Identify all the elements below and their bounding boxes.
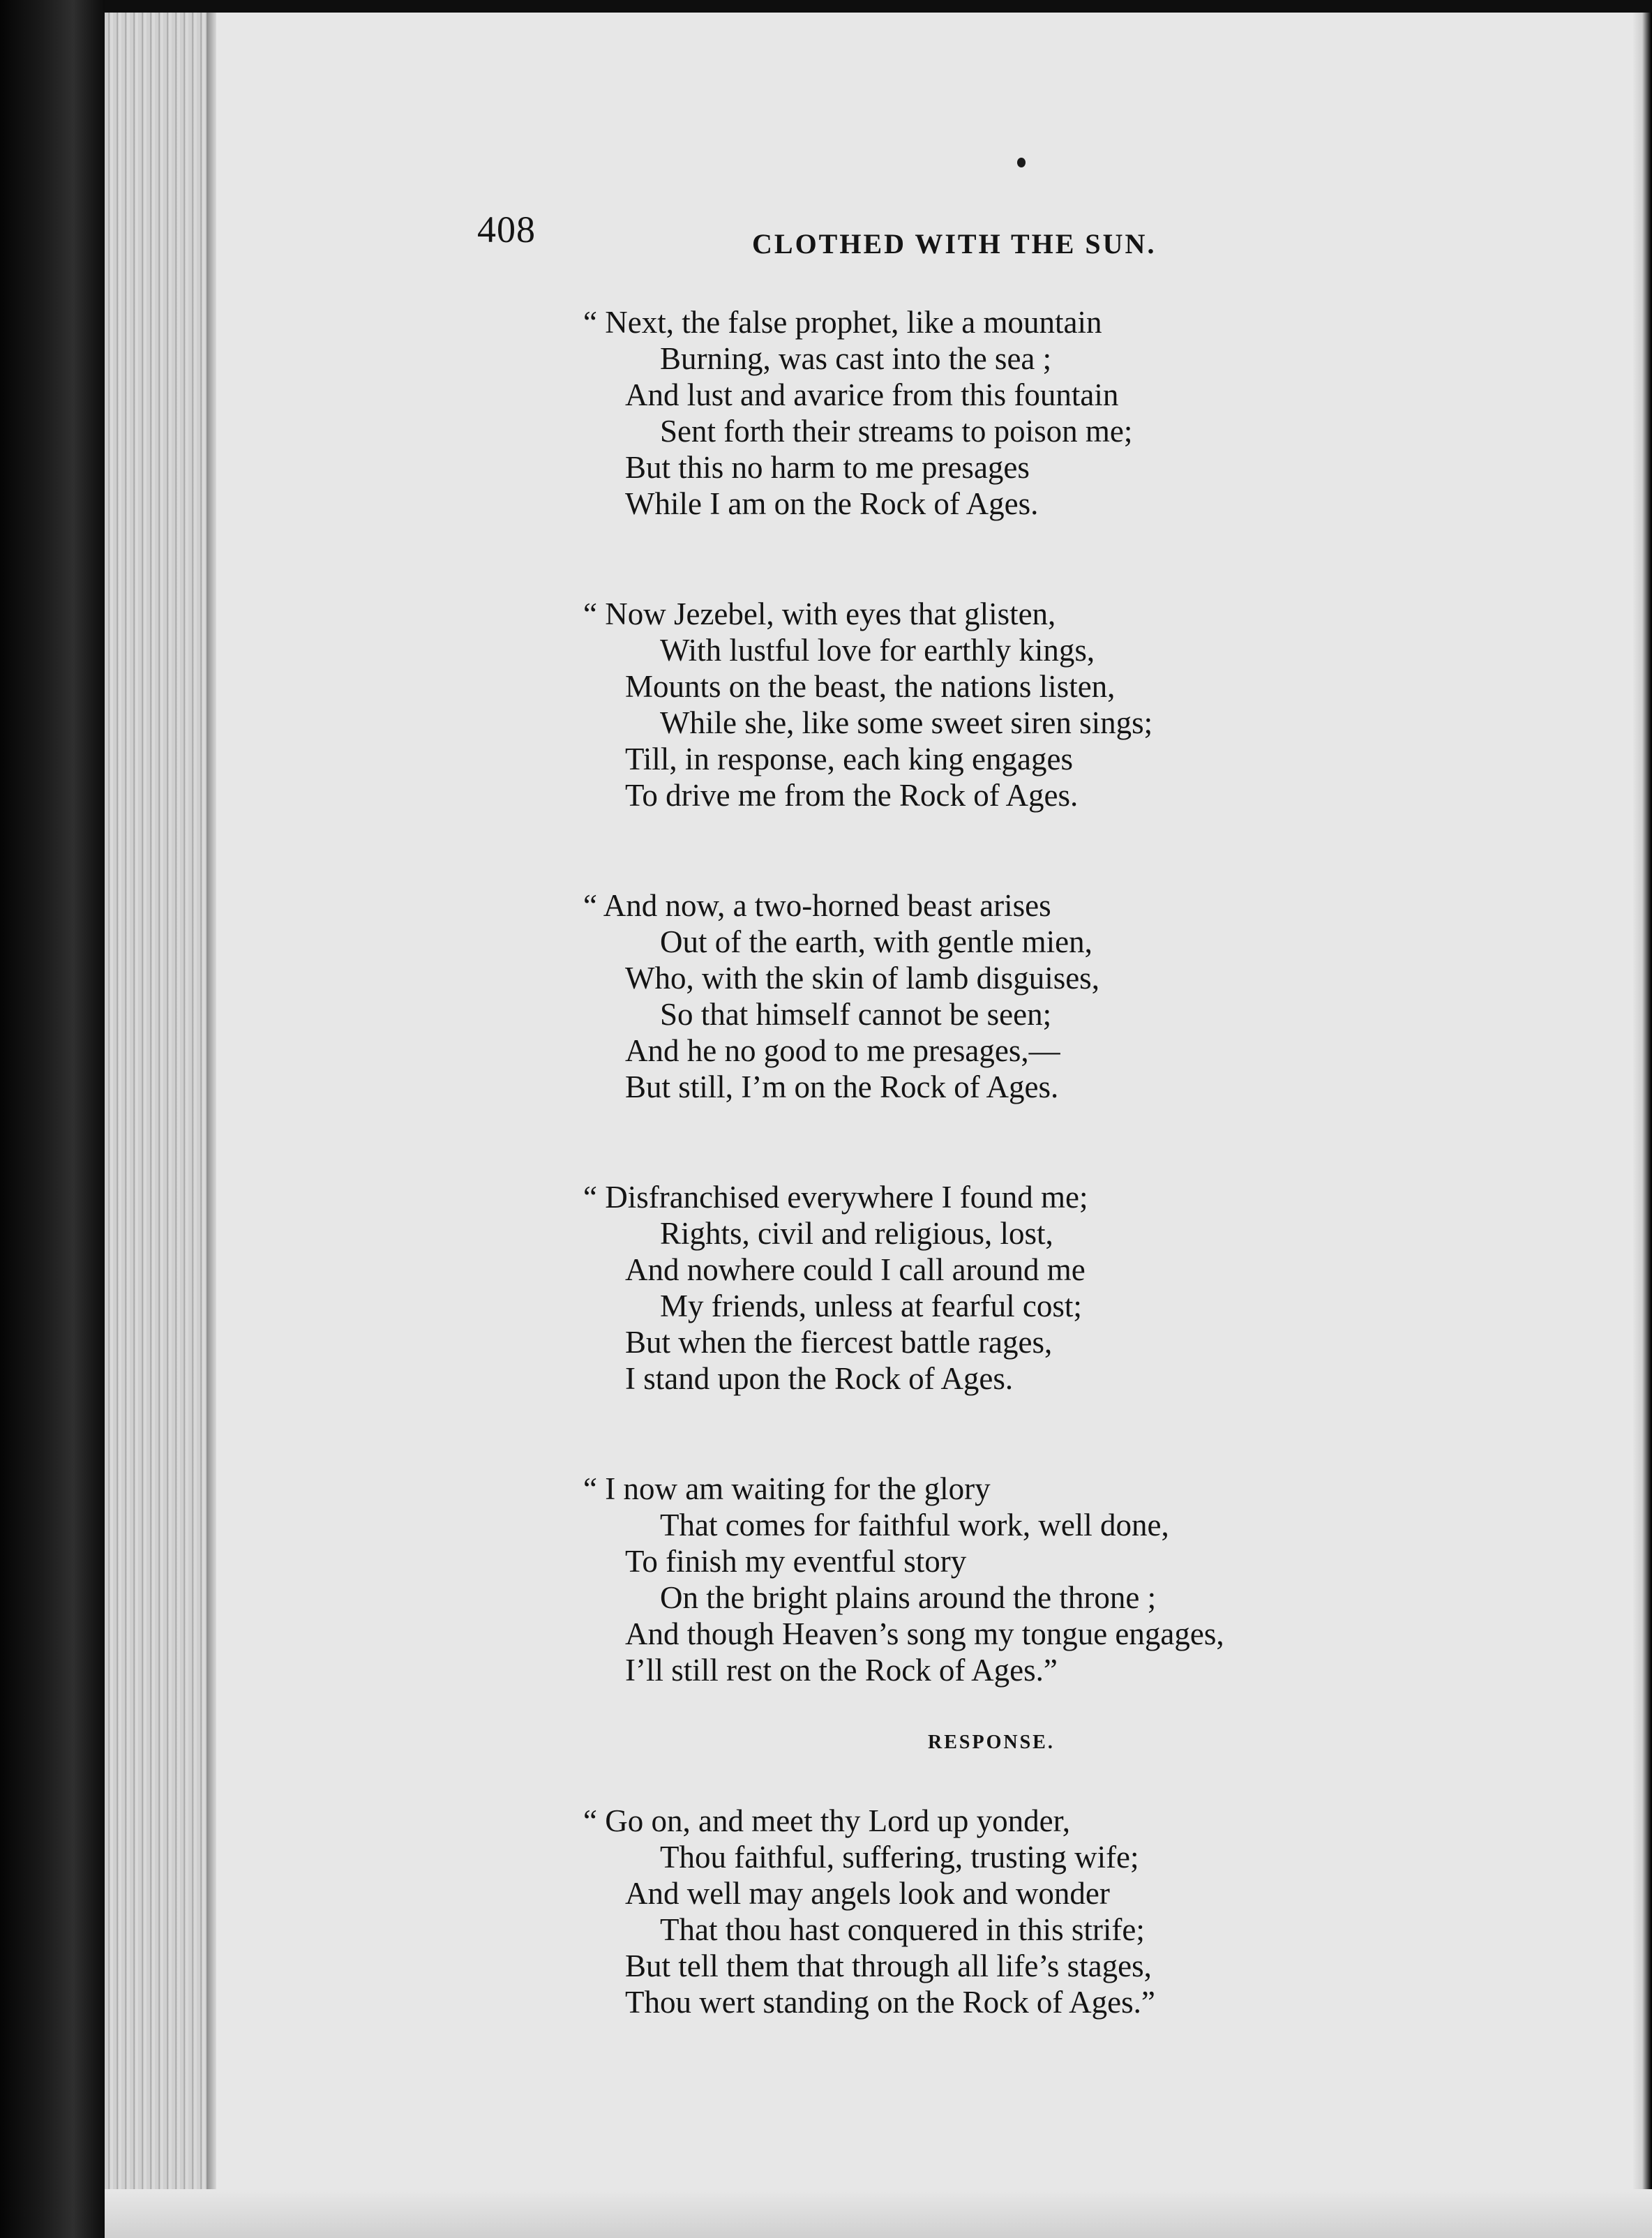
poem-line: That thou hast conquered in this strife;	[660, 1912, 1145, 1947]
top-edge	[105, 0, 1652, 13]
poem-line: But tell them that through all life’s stages,	[625, 1948, 1152, 1983]
stanza	[583, 1471, 1420, 1688]
poem-line: Sent forth their streams to poison me;	[660, 414, 1133, 449]
poem-line: Mounts on the beast, the nations listen,	[625, 669, 1116, 704]
poem-line: To finish my eventful story	[625, 1544, 967, 1579]
poem-line: “ And now, a two-horned beast arises	[583, 888, 1051, 923]
poem-line: Thou faithful, suffering, trusting wife;	[660, 1840, 1139, 1875]
poem-line: Thou wert standing on the Rock of Ages.”	[625, 1985, 1155, 2020]
response-stanza	[583, 1803, 1420, 2020]
poem-line: Rights, civil and religious, lost,	[660, 1216, 1053, 1251]
page-edge-shadow	[206, 0, 216, 2238]
stanza	[583, 887, 1420, 1105]
poem-line: “ Next, the false prophet, like a mountain	[583, 305, 1102, 340]
response-heading: RESPONSE.	[928, 1732, 1055, 1753]
book-binding	[0, 0, 105, 2238]
ink-dot	[1017, 158, 1026, 167]
poem-line: I stand upon the Rock of Ages.	[625, 1361, 1014, 1396]
poem-line: “ Now Jezebel, with eyes that glisten,	[583, 596, 1056, 631]
poem-line: And though Heaven’s song my tongue engages,	[625, 1616, 1224, 1651]
poem-line: And well may angels look and wonder	[625, 1876, 1110, 1911]
poem-text	[583, 304, 1420, 2094]
stanza	[583, 304, 1420, 522]
poem-line: And lust and avarice from this fountain	[625, 377, 1119, 412]
poem-line: With lustful love for earthly kings,	[660, 633, 1095, 668]
right-page-edge	[1632, 13, 1652, 2238]
stanza	[583, 596, 1420, 813]
poem-line: Burning, was cast into the sea ;	[660, 341, 1052, 376]
poem-line: While she, like some sweet siren sings;	[660, 705, 1153, 740]
poem-line: Who, with the skin of lamb disguises,	[625, 961, 1099, 996]
poem-line: My friends, unless at fearful cost;	[660, 1289, 1082, 1323]
poem-line: Out of the earth, with gentle mien,	[660, 924, 1092, 959]
running-head: CLOTHED WITH THE SUN.	[752, 228, 1157, 260]
poem-line: While I am on the Rock of Ages.	[625, 486, 1039, 521]
poem-line: “ Disfranchised everywhere I found me;	[583, 1180, 1088, 1215]
poem-line: Till, in response, each king engages	[625, 742, 1073, 776]
poem-line: So that himself cannot be seen;	[660, 997, 1052, 1032]
poem-line: And he no good to me presages,—	[625, 1033, 1060, 1068]
poem-line: But still, I’m on the Rock of Ages.	[625, 1069, 1059, 1104]
poem-line: To drive me from the Rock of Ages.	[625, 778, 1079, 813]
page-number: 408	[477, 209, 536, 250]
stanza	[583, 1179, 1420, 1397]
bottom-page-edge	[105, 2189, 1652, 2238]
poem-line: “ I now am waiting for the glory	[583, 1471, 991, 1506]
poem-line: “ Go on, and meet thy Lord up yonder,	[583, 1803, 1071, 1838]
poem-line: That comes for faithful work, well done,	[660, 1508, 1169, 1542]
page-edges	[105, 0, 216, 2238]
poem-line: But when the fiercest battle rages,	[625, 1325, 1053, 1360]
poem-line: But this no harm to me presages	[625, 450, 1030, 485]
poem-line: And nowhere could I call around me	[625, 1252, 1086, 1287]
poem-line: On the bright plains around the throne ;	[660, 1580, 1157, 1615]
poem-line: I’ll still rest on the Rock of Ages.”	[625, 1653, 1058, 1688]
